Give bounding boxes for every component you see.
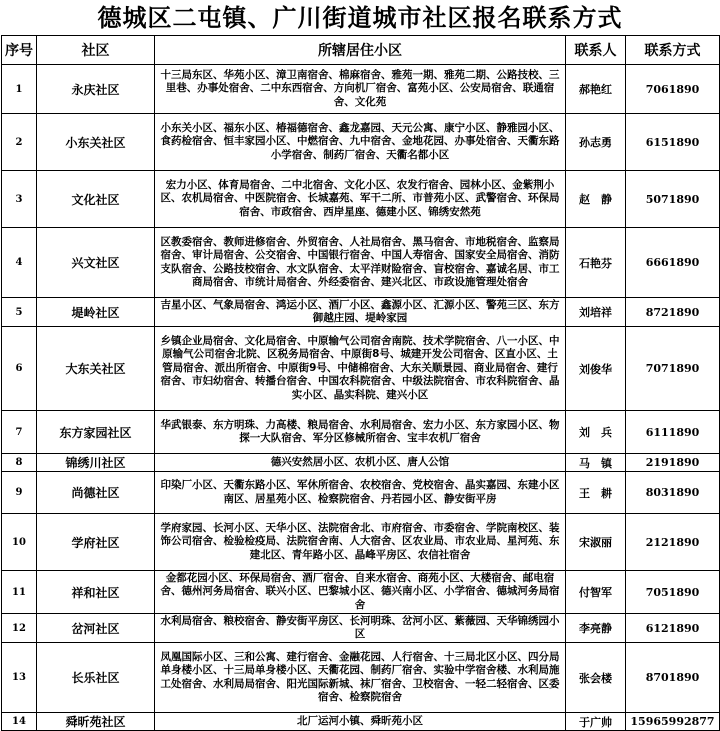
cell-phone: 15965992877: [626, 713, 720, 731]
table-row: [2, 514, 720, 571]
cell-area: 学府家园、长河小区、天华小区、法院宿舍北、市府宿舍、市委宿舍、学院南校区、装饰公司宿舍、检验检疫局、法院宿舍南、人大宿舍、区农业局、市农业局、星河苑、东建北区、青年路小区、晶峰平房区、农信社宿舍: [155, 514, 566, 571]
cell-community: 尚德社区: [37, 472, 155, 514]
cell-area: 十三局东区、华苑小区、漳卫南宿舍、棉麻宿舍、雅苑一期、雅苑二期、公路技校、三里巷、办事处宿舍、二中东西宿舍、方向机厂宿舍、富苑小区、公安局宿舍、联通宿舍、文化苑: [155, 65, 566, 114]
cell-area: 印染厂小区、天衢东路小区、军休所宿舍、农校宿舍、党校宿舍、晶实嘉园、东建小区南区、居星苑小区、检察院宿舍、丹若园小区、静安街平房: [155, 472, 566, 514]
cell-area: 金都花园小区、环保局宿舍、酒厂宿舍、自来水宿舍、商苑小区、大楼宿舍、邮电宿舍、德州河务局宿舍、联兴小区、巴黎城小区、德兴南小区、小学宿舍、德城河务局宿舍: [155, 571, 566, 614]
cell-phone: 7071890: [626, 327, 720, 411]
cell-area: 德兴安然居小区、农机小区、唐人公馆: [155, 454, 566, 472]
cell-community: 学府社区: [37, 514, 155, 571]
cell-phone: 2121890: [626, 514, 720, 571]
cell-phone: 5071890: [626, 171, 720, 228]
cell-community: 长乐社区: [37, 643, 155, 713]
cell-phone: 8701890: [626, 643, 720, 713]
cell-contact: 郝艳红: [566, 65, 626, 114]
cell-area: 凤凰国际小区、三和公寓、建行宿舍、金融花园、人行宿舍、十三局北区小区、四分局单身楼小区、十三局单身楼小区、天衢花园、制药厂宿舍、实验中学宿舍楼、水利局施工处宿舍、水利局局宿舍、阳光国际新城、袜厂宿舍、卫校宿舍、一轻二轻宿舍、区委宿舍、检察院宿舍: [155, 643, 566, 713]
cell-no: 7: [2, 411, 37, 454]
cell-contact: 刘培祥: [566, 298, 626, 327]
cell-no: 3: [2, 171, 37, 228]
cell-contact: 马 镇: [566, 454, 626, 472]
cell-phone: 7051890: [626, 571, 720, 614]
cell-contact: 赵 静: [566, 171, 626, 228]
cell-no: 6: [2, 327, 37, 411]
cell-community: 永庆社区: [37, 65, 155, 114]
cell-no: 1: [2, 65, 37, 114]
cell-no: 9: [2, 472, 37, 514]
page-title: 德城区二屯镇、广川街道城市社区报名联系方式: [97, 3, 623, 32]
table-row: [2, 171, 720, 228]
cell-no: 5: [2, 298, 37, 327]
cell-no: 2: [2, 114, 37, 171]
cell-area: 吉星小区、气象局宿舍、鸿运小区、酒厂小区、鑫源小区、汇源小区、警苑三区、东方御越庄园、堤岭家园: [155, 298, 566, 327]
contact-table: [1, 35, 720, 731]
table-row: [2, 114, 720, 171]
cell-area: 区教委宿舍、教师进修宿舍、外贸宿舍、人社局宿舍、黑马宿舍、市地税宿舍、监察局宿舍、审计局宿舍、公交宿舍、中国银行宿舍、中国人寿宿舍、国家安全局宿舍、消防支队宿舍、公路技校宿舍、水文队宿舍、太平洋财险宿舍、盲校宿舍、嘉诚名居、市工商局宿舍、市统计局宿舍、外经委宿舍、建兴北区、市政设施管理处宿舍: [155, 228, 566, 298]
cell-contact: 李亮静: [566, 614, 626, 643]
cell-no: 8: [2, 454, 37, 472]
cell-community: 舜昕苑社区: [37, 713, 155, 731]
cell-phone: 6121890: [626, 614, 720, 643]
table-row: [2, 571, 720, 614]
cell-phone: 8031890: [626, 472, 720, 514]
cell-no: 12: [2, 614, 37, 643]
table-row: [2, 614, 720, 643]
cell-area: 宏力小区、体育局宿舍、二中北宿舍、文化小区、农发行宿舍、园林小区、金紫荆小区、农机局宿舍、中医院宿舍、长城嘉苑、军干二所、市普苑小区、武警宿舍、环保局宿舍、市政宿舍、西岸星座、德建小区、锦绣安然苑: [155, 171, 566, 228]
cell-contact: 付智军: [566, 571, 626, 614]
header-community: 社区: [37, 36, 155, 65]
cell-no: 13: [2, 643, 37, 713]
cell-phone: 2191890: [626, 454, 720, 472]
table-row: [2, 713, 720, 731]
cell-community: 锦绣川社区: [37, 454, 155, 472]
cell-phone: 6151890: [626, 114, 720, 171]
cell-community: 岔河社区: [37, 614, 155, 643]
table-row: [2, 454, 720, 472]
cell-no: 10: [2, 514, 37, 571]
cell-area: 北厂运河小镇、舜昕苑小区: [155, 713, 566, 731]
cell-phone: 8721890: [626, 298, 720, 327]
cell-no: 11: [2, 571, 37, 614]
cell-contact: 宋淑丽: [566, 514, 626, 571]
header-contact: 联系人: [566, 36, 626, 65]
table-row: [2, 228, 720, 298]
cell-phone: 6661890: [626, 228, 720, 298]
table-row: [2, 643, 720, 713]
cell-community: 大东关社区: [37, 327, 155, 411]
cell-contact: 王 耕: [566, 472, 626, 514]
cell-contact: 于广帅: [566, 713, 626, 731]
cell-community: 小东关社区: [37, 114, 155, 171]
cell-community: 东方家园社区: [37, 411, 155, 454]
cell-phone: 7061890: [626, 65, 720, 114]
table-header-row: [2, 36, 720, 65]
header-area: 所辖居住小区: [155, 36, 566, 65]
cell-area: 小东关小区、福东小区、椿福德宿舍、鑫龙嘉园、天元公寓、康宁小区、静雅园小区、食药检宿舍、恒丰家园小区、中燃宿舍、九中宿舍、金地花园、办事处宿舍、天衢东路小学宿舍、制药厂宿舍、天衢名都小区: [155, 114, 566, 171]
cell-contact: 石艳芬: [566, 228, 626, 298]
cell-contact: 刘 兵: [566, 411, 626, 454]
cell-contact: 张会楼: [566, 643, 626, 713]
table-row: [2, 65, 720, 114]
cell-community: 堤岭社区: [37, 298, 155, 327]
cell-contact: 刘俊华: [566, 327, 626, 411]
cell-community: 祥和社区: [37, 571, 155, 614]
cell-phone: 6111890: [626, 411, 720, 454]
cell-community: 文化社区: [37, 171, 155, 228]
cell-area: 乡镇企业局宿舍、文化局宿舍、中原输气公司宿舍南院、技术学院宿舍、八一小区、中原输气公司宿舍北院、区税务局宿舍、中原街8号、城建开发公司宿舍、区直小区、土管局宿舍、派出所宿舍、中原街9号、中储棉宿舍、大东关顺景园、商业局宿舍、建行宿舍、市妇幼宿舍、转播台宿舍、中国农科院宿舍、中级法院宿舍、市农科院宿舍、晶实小区、晶实科院、建兴小区: [155, 327, 566, 411]
table-row: [2, 298, 720, 327]
header-no: 序号: [2, 36, 37, 65]
table-row: [2, 327, 720, 411]
cell-area: 华武银泰、东方明珠、力高楼、粮局宿舍、水利局宿舍、宏力小区、东方家园小区、物探一大队宿舍、军分区修械所宿舍、宝丰农机厂宿舍: [155, 411, 566, 454]
cell-area: 水利局宿舍、粮校宿舍、静安街平房区、长河明珠、岔河小区、紫薇园、天华锦绣园小区: [155, 614, 566, 643]
table-row: [2, 472, 720, 514]
cell-contact: 孙志勇: [566, 114, 626, 171]
cell-no: 14: [2, 713, 37, 731]
cell-no: 4: [2, 228, 37, 298]
table-row: [2, 411, 720, 454]
header-phone: 联系方式: [626, 36, 720, 65]
cell-community: 兴文社区: [37, 228, 155, 298]
